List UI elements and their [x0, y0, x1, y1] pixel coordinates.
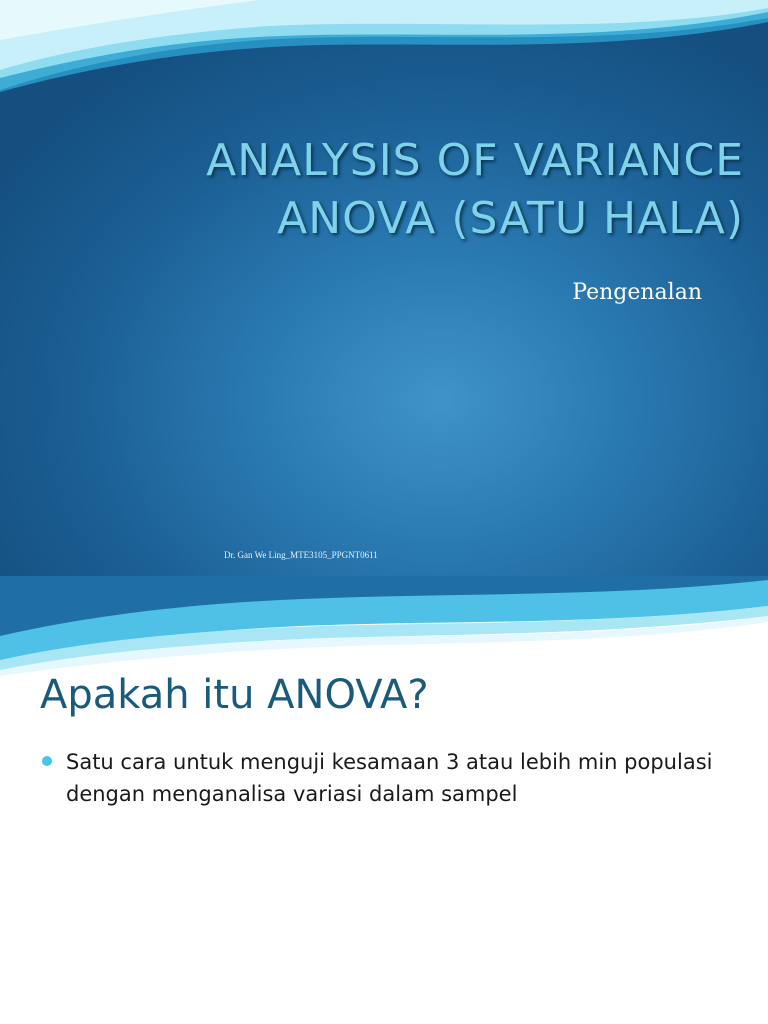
bullet-text: Satu cara untuk menguji kesamaan 3 atau lebih min populasi dengan menganalisa variasi dalam sampel [66, 750, 713, 806]
slide2-wave-decoration [0, 576, 768, 676]
content-slide [0, 576, 768, 1024]
slide-subtitle: Pengenalan [572, 280, 702, 305]
bullet-dot-icon [42, 756, 52, 766]
title-line-2: ANOVA (SATU HALA) [277, 193, 744, 244]
slide-heading: Apakah itu ANOVA? [40, 672, 429, 718]
bullet-item [42, 746, 732, 810]
slide-title [60, 132, 744, 248]
title-line-1: ANALYSIS OF VARIANCE [206, 135, 744, 186]
slide-footer: Dr. Gan We Ling_MTE3105_PPGNT0611 [224, 550, 378, 560]
